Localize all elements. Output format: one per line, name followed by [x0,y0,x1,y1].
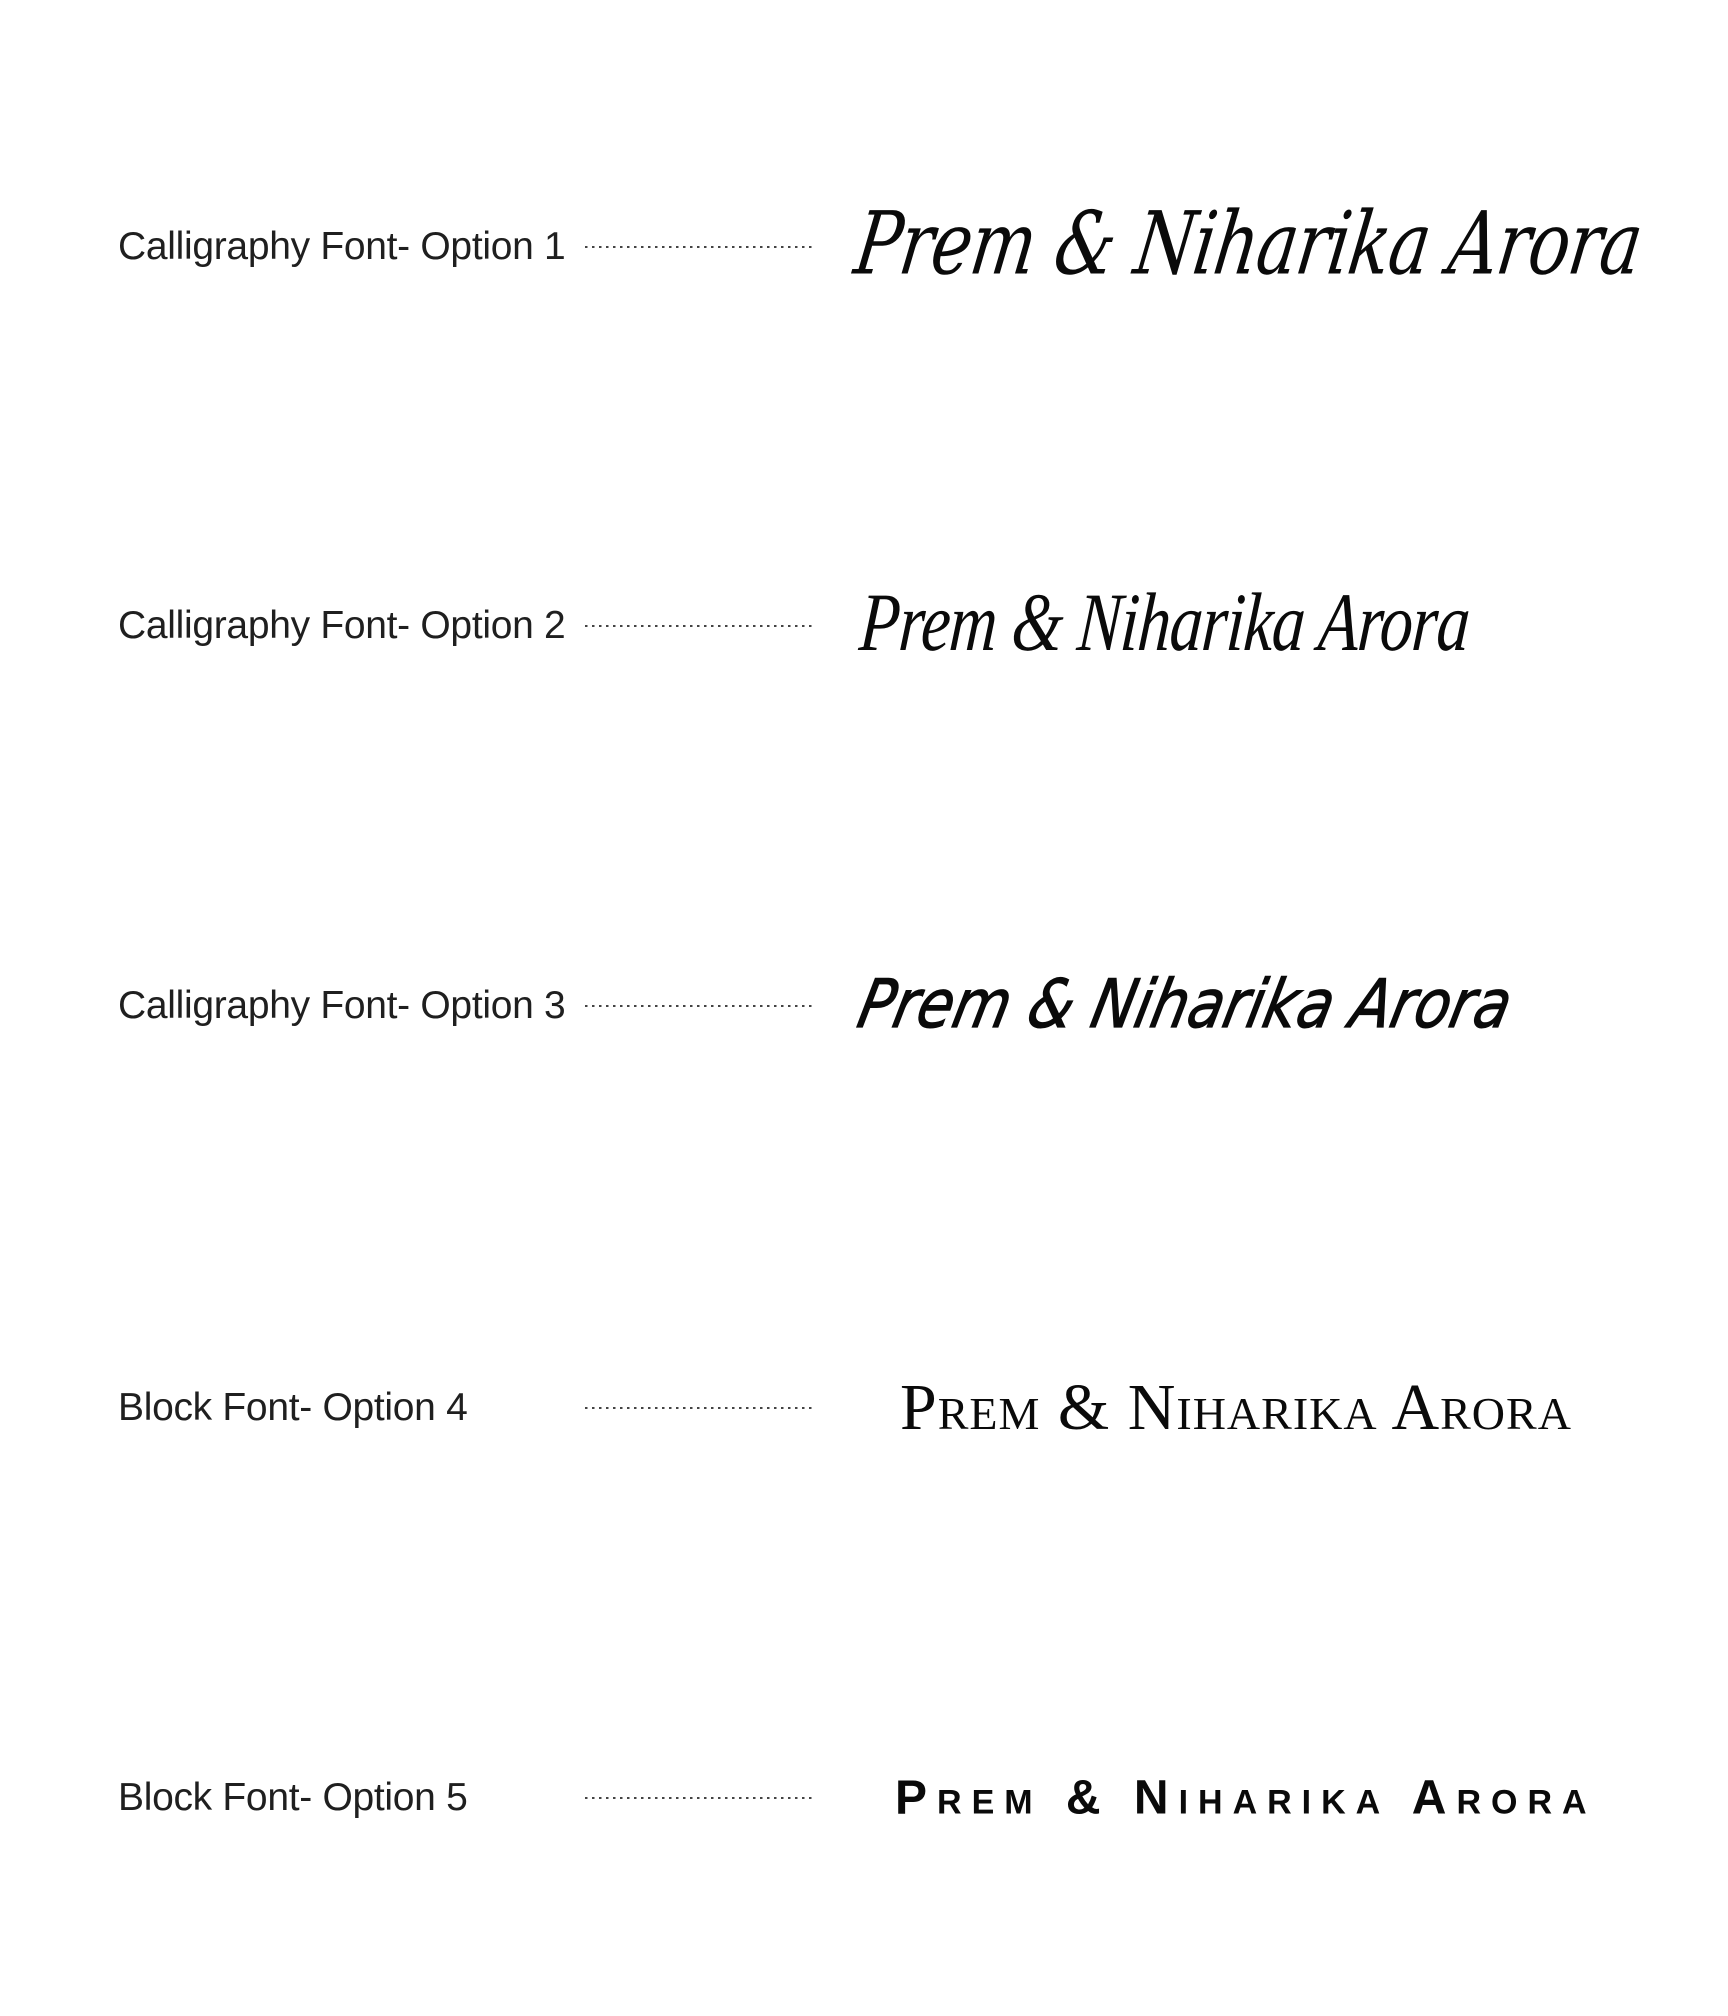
font-option-label: Calligraphy Font- Option 1 [118,225,566,268]
font-sample-block-4: Prem & Niharika Arora [900,1371,1572,1444]
dotted-leader-line [585,1407,813,1409]
dotted-leader-line [585,625,813,627]
font-option-label: Calligraphy Font- Option 2 [118,604,566,647]
font-sample-calligraphy-1: Prem & Niharika Arora [848,194,1648,296]
font-sample-calligraphy-3: Prem & Niharika Arora [851,964,1520,1044]
font-sample-block-5: Prem & Niharika Arora [895,1771,1597,1825]
dotted-leader-line [585,246,813,248]
dotted-leader-line [585,1005,813,1007]
font-option-label: Block Font- Option 4 [118,1386,468,1429]
font-option-label: Block Font- Option 5 [118,1776,468,1819]
dotted-leader-line [585,1797,813,1799]
font-sample-calligraphy-2: Prem & Niharika Arora [856,577,1473,670]
font-option-label: Calligraphy Font- Option 3 [118,984,566,1027]
